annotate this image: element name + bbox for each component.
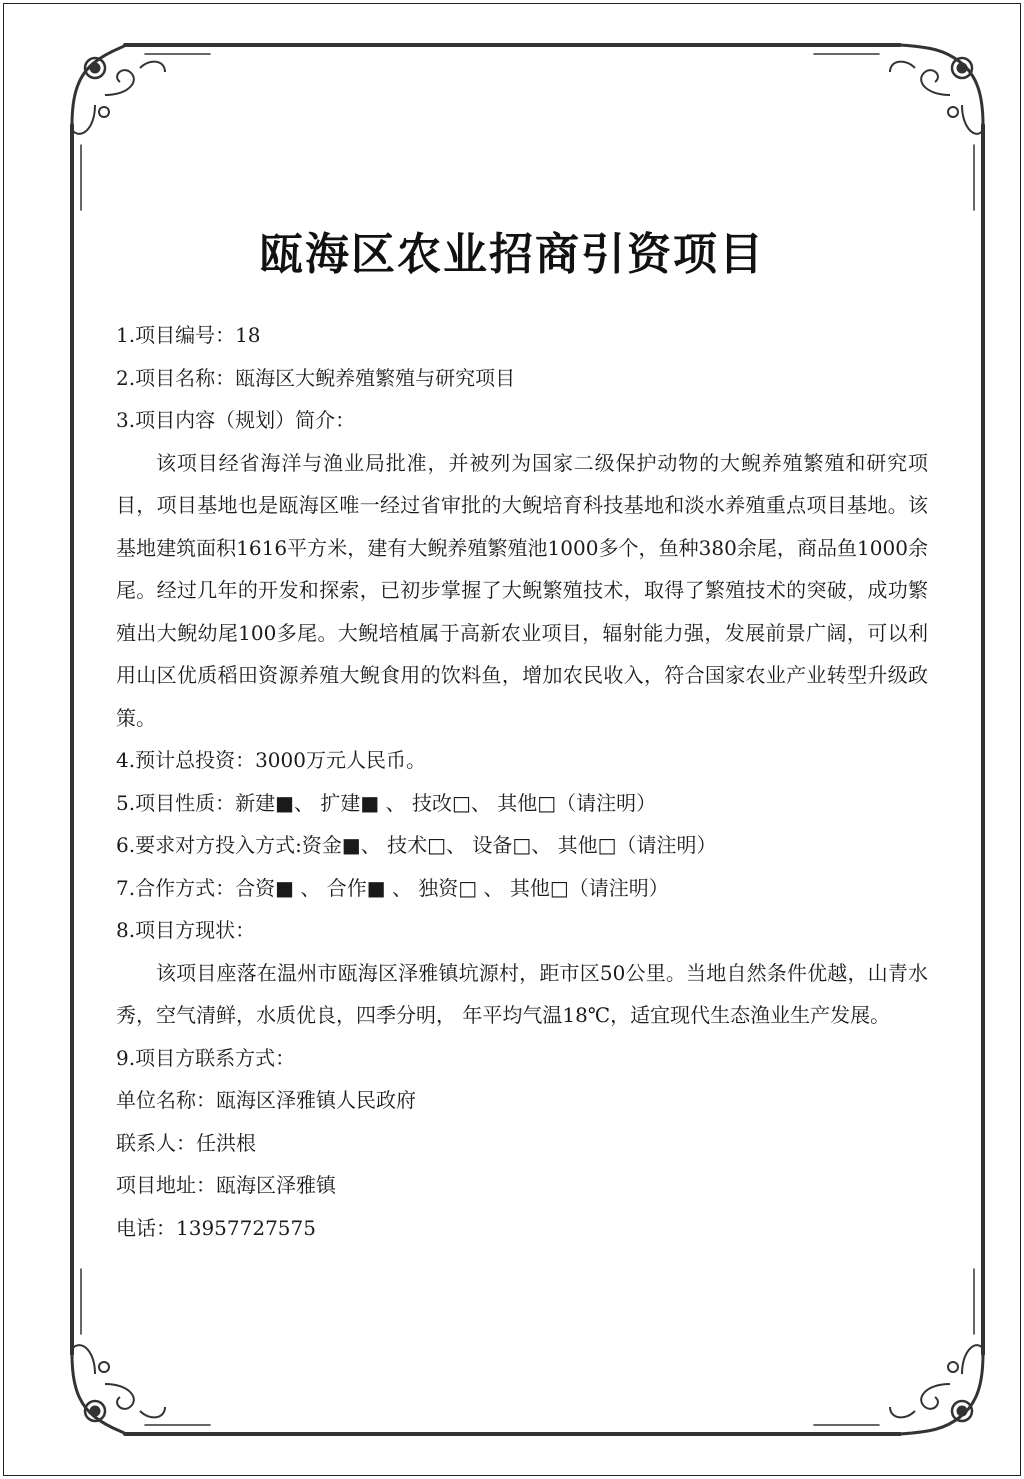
item-project-name: 2.项目名称：瓯海区大鲵养殖繁殖与研究项目 [116, 365, 516, 390]
item-content-heading: 3.项目内容（规划）简介： [116, 408, 356, 432]
contact-unit: 单位名称：瓯海区泽雅镇人民政府 [116, 1088, 416, 1112]
document-body [116, 314, 928, 1249]
item-project-nature: 5.项目性质：新建■、 扩建■ 、 技改□、 其他□（请注明） [116, 790, 657, 815]
corner-ornament-bottom-right [890, 1345, 983, 1434]
item-investment-mode: 6.要求对方投入方式:资金■、 技术□、 设备□、 其他□（请注明） [116, 833, 717, 857]
contact-person: 联系人：任洪根 [116, 1130, 256, 1155]
item-content-body: 该项目经省海洋与渔业局批准，并被列为国家二级保护动物的大鲵养殖繁殖和研究项目，项目基地也是瓯海区唯一经过省审批的大鲵培育科技基地和淡水养殖重点项目基地。该基地建筑面积1616平方米，建有大鲵养殖繁殖池1000多个，鱼种380余尾，商品鱼1000余尾。经过几年的开发和探索，已初步掌握了大鲵繁殖技术，取得了繁殖技术的突破，成功繁殖出大鲵幼尾100多尾。大鲵培植属于高新农业项目，辐射能力强，发展前景广阔，可以利用山区优质稻田资源养殖大鲵食用的饮料鱼，增加农民收入，符合国家农业产业转型升级政策。 [116, 450, 928, 730]
item-contact-heading: 9.项目方联系方式： [116, 1045, 296, 1070]
item-cooperation-mode: 7.合作方式：合资■ 、 合作■ 、 独资□ 、 其他□（请注明） [116, 875, 669, 900]
item-status-body: 该项目座落在温州市瓯海区泽雅镇坑源村，距市区50公里。当地自然条件优越，山青水秀，空气清鲜，水质优良，四季分明， 年平均气温18℃，适宜现代生态渔业生产发展。 [116, 960, 928, 1027]
corner-ornament-top-right [890, 45, 983, 134]
item-project-number: 1.项目编号：18 [116, 323, 261, 347]
contact-address: 项目地址：瓯海区泽雅镇 [116, 1173, 336, 1197]
corner-ornament-bottom-left [72, 1345, 165, 1434]
item-status-heading: 8.项目方现状： [116, 918, 256, 942]
corner-ornament-top-left [72, 45, 165, 134]
item-investment: 4.预计总投资：3000万元人民币。 [116, 748, 426, 772]
page-title: 瓯海区农业招商引资项目 [259, 229, 765, 280]
contact-phone: 电话：13957727575 [116, 1215, 316, 1240]
